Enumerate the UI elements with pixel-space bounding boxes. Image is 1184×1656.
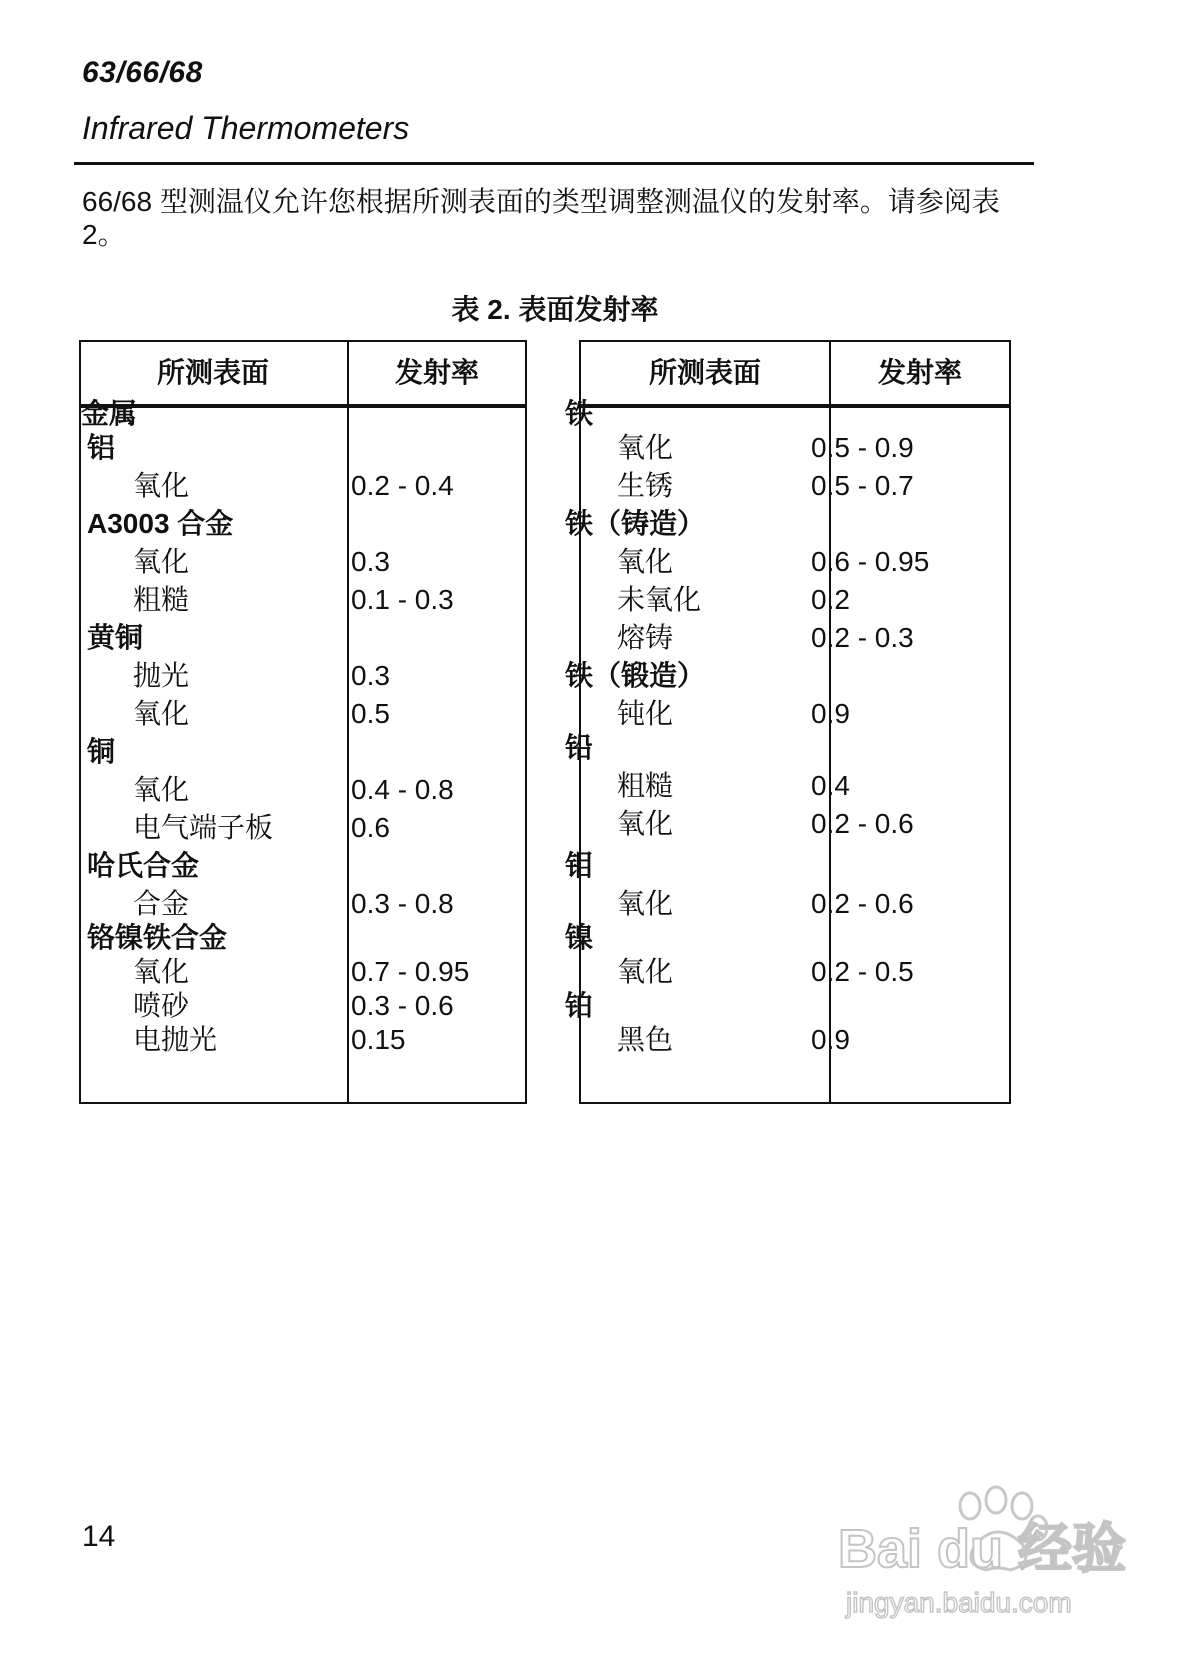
left-row-label: 黄铜 bbox=[87, 622, 144, 653]
left-row-label: 电抛光 bbox=[133, 1024, 218, 1055]
left-row-value: 0.1 - 0.3 bbox=[351, 584, 454, 615]
left-row-value: 0.3 bbox=[351, 546, 390, 577]
left-row-value: 0.6 bbox=[351, 812, 390, 843]
right-row-label: 镍 bbox=[565, 922, 594, 953]
watermark-url: jingyan.baidu.com bbox=[846, 1587, 1072, 1618]
right-row-value: 0.2 - 0.3 bbox=[811, 622, 914, 653]
right-row-label: 氧化 bbox=[617, 546, 674, 577]
right-row-label: 黑色 bbox=[617, 1024, 674, 1055]
left-row-value: 0.5 bbox=[351, 698, 390, 729]
left-row-label: A3003 合金 bbox=[87, 508, 234, 539]
table-caption: 表 2. 表面发射率 bbox=[451, 294, 659, 325]
right-row-label: 钼 bbox=[565, 850, 594, 881]
right-row-value: 0.6 - 0.95 bbox=[811, 546, 930, 577]
header-model: 63/66/68 bbox=[82, 56, 203, 89]
left-row-label: 氧化 bbox=[133, 546, 190, 577]
header-surface-left: 所测表面 bbox=[156, 357, 269, 388]
right-row-label: 粗糙 bbox=[617, 770, 674, 801]
table-bottom-border-right bbox=[579, 1102, 1011, 1104]
left-row-label: 氧化 bbox=[133, 956, 190, 987]
right-row-label: 铁（铸造） bbox=[565, 508, 706, 539]
right-row-value: 0.2 bbox=[811, 584, 850, 615]
left-row-label: 哈氏合金 bbox=[87, 850, 200, 881]
right-row-label: 氧化 bbox=[617, 888, 674, 919]
table-border-mid-left bbox=[525, 340, 527, 1104]
right-row-label: 熔铸 bbox=[617, 622, 674, 653]
header-surface-right: 所测表面 bbox=[648, 357, 761, 388]
right-row-label: 未氧化 bbox=[617, 584, 702, 615]
left-row-label: 氧化 bbox=[133, 774, 190, 805]
right-row-label: 铂 bbox=[565, 990, 594, 1021]
left-row-label: 电气端子板 bbox=[133, 812, 274, 843]
left-row-label: 粗糙 bbox=[133, 584, 190, 615]
header-rule bbox=[74, 162, 1034, 165]
left-row-label: 氧化 bbox=[133, 698, 190, 729]
left-row-label: 铝 bbox=[87, 432, 116, 463]
left-row-label: 金属 bbox=[81, 398, 138, 429]
right-row-value: 0.5 - 0.9 bbox=[811, 432, 914, 463]
right-row-value: 0.2 - 0.6 bbox=[811, 808, 914, 839]
header-title: Infrared Thermometers bbox=[82, 110, 410, 146]
right-row-label: 铁 bbox=[565, 398, 594, 429]
right-row-value: 0.5 - 0.7 bbox=[811, 470, 914, 501]
left-row-label: 铬镍铁合金 bbox=[87, 922, 228, 953]
header-emissivity-left: 发射率 bbox=[394, 357, 479, 388]
left-row-value: 0.3 - 0.6 bbox=[351, 990, 454, 1021]
watermark-brand: Bai du 经验 bbox=[838, 1519, 1127, 1579]
right-row-label: 生锈 bbox=[617, 470, 674, 501]
table-border-right bbox=[1009, 340, 1011, 1104]
right-row-value: 0.9 bbox=[811, 1024, 850, 1055]
right-row-label: 氧化 bbox=[617, 432, 674, 463]
right-row-value: 0.9 bbox=[811, 698, 850, 729]
right-row-value: 0.2 - 0.5 bbox=[811, 956, 914, 987]
page-number: 14 bbox=[82, 1520, 116, 1553]
baidu-watermark bbox=[838, 1472, 1138, 1622]
header-emissivity-right: 发射率 bbox=[877, 357, 962, 388]
left-row-value: 0.15 bbox=[351, 1024, 406, 1055]
left-row-label: 抛光 bbox=[133, 660, 190, 691]
intro-paragraph: 66/68 型测温仪允许您根据所测表面的类型调整测温仪的发射率。请参阅表 2。 bbox=[82, 186, 1000, 250]
right-row-value: 0.4 bbox=[811, 770, 850, 801]
left-row-value: 0.3 bbox=[351, 660, 390, 691]
left-row-value: 0.3 - 0.8 bbox=[351, 888, 454, 919]
right-row-label: 氧化 bbox=[617, 808, 674, 839]
table-divider-left bbox=[347, 340, 349, 1104]
table-border-left bbox=[79, 340, 81, 1104]
left-row-label: 合金 bbox=[133, 888, 190, 919]
left-row-value: 0.7 - 0.95 bbox=[351, 956, 470, 987]
left-row-value: 0.4 - 0.8 bbox=[351, 774, 454, 805]
right-row-label: 铅 bbox=[565, 732, 594, 763]
left-row-label: 喷砂 bbox=[133, 990, 190, 1021]
table-bottom-border-left bbox=[79, 1102, 527, 1104]
right-row-value: 0.2 - 0.6 bbox=[811, 888, 914, 919]
left-row-label: 铜 bbox=[87, 736, 116, 767]
emissivity-table bbox=[79, 340, 1011, 1104]
left-row-value: 0.2 - 0.4 bbox=[351, 470, 454, 501]
right-row-label: 氧化 bbox=[617, 956, 674, 987]
right-row-label: 铁（锻造） bbox=[565, 660, 706, 691]
right-row-label: 钝化 bbox=[617, 698, 674, 729]
left-row-label: 氧化 bbox=[133, 470, 190, 501]
